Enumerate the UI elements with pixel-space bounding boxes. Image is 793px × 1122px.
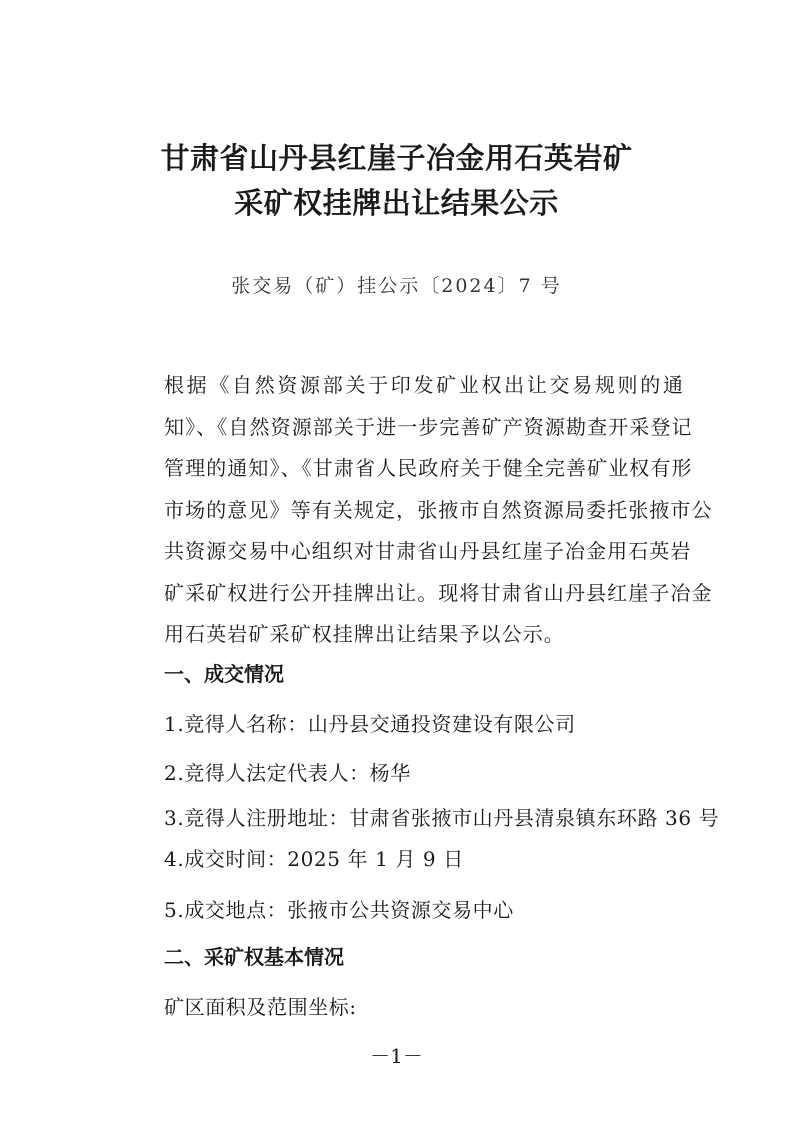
intro-line: 用石英岩矿采矿权挂牌出让结果予以公示。 — [164, 622, 565, 646]
intro-paragraph — [164, 365, 713, 656]
intro-line: 矿采矿权进行公开挂牌出让。现将甘肃省山丹县红崖子冶金 — [164, 580, 713, 605]
deal-item-registered-address: 3.竞得人注册地址：甘肃省张掖市山丹县清泉镇东环路 36 号 — [164, 806, 720, 830]
section-heading-deal: 一、成交情况 — [164, 662, 284, 686]
intro-line: 管理的通知》、《甘肃省人民政府关于健全完善矿业权有形 — [164, 456, 693, 480]
deal-item-deal-location: 5.成交地点：张掖市公共资源交易中心 — [164, 898, 514, 922]
document-title-line-2: 采矿权挂牌出让结果公示 — [234, 186, 559, 220]
mining-area-coordinates-label: 矿区面积及范围坐标: — [164, 995, 357, 1019]
deal-item-winner-name: 1.竞得人名称：山丹县交通投资建设有限公司 — [164, 712, 576, 736]
intro-line: 市场的意见》等有关规定，张掖市自然资源局委托张掖市公 — [164, 497, 713, 522]
page-number: －1－ — [370, 1044, 423, 1068]
intro-line: 共资源交易中心组织对甘肃省山丹县红崖子冶金用石英岩 — [164, 539, 692, 563]
deal-item-deal-time: 4.成交时间：2025 年 1 月 9 日 — [164, 847, 464, 871]
section-heading-mining-right: 二、采矿权基本情况 — [164, 945, 344, 969]
document-title-line-1: 甘肃省山丹县红崖子冶金用石英岩矿 — [160, 141, 633, 175]
deal-item-legal-representative: 2.竞得人法定代表人：杨华 — [164, 761, 411, 785]
document-number: 张交易（矿）挂公示〔2024〕7 号 — [231, 275, 562, 297]
intro-line: 知》、《自然资源部关于进一步完善矿产资源勘查开采登记 — [164, 414, 693, 439]
intro-line: 根据《自然资源部关于印发矿业权出让交易规则的通 — [164, 373, 684, 397]
